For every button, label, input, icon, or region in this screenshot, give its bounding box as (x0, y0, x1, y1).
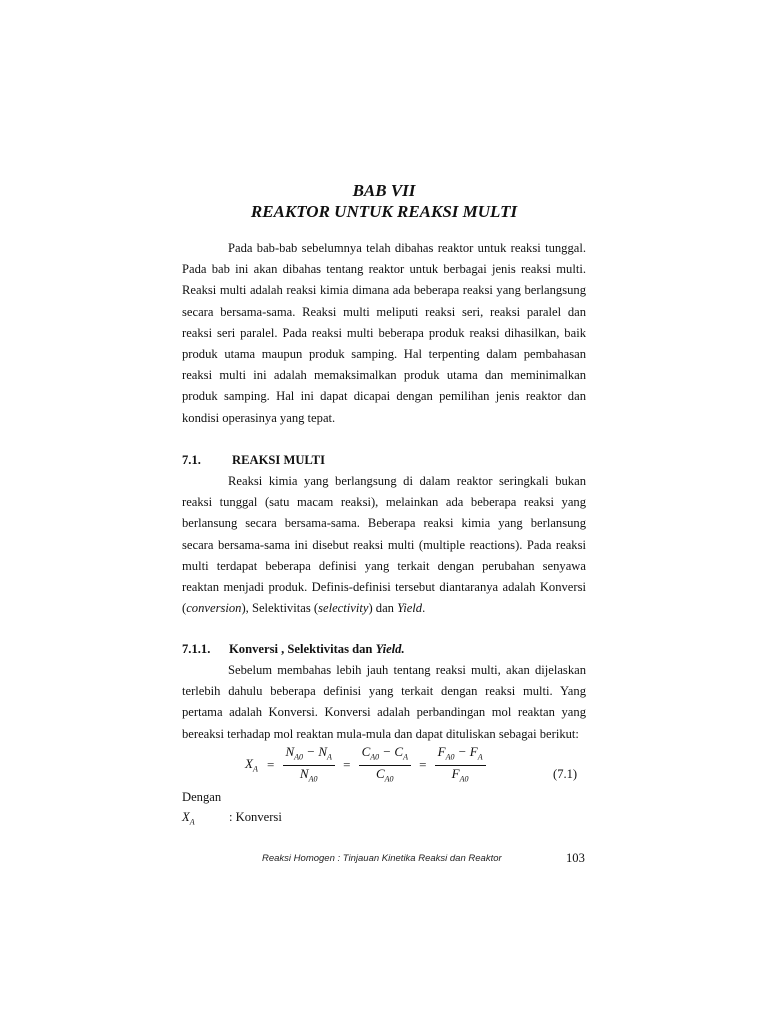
equation-7-1 (242, 744, 586, 786)
eq-equals: = (419, 757, 427, 773)
intro-text: Pada bab-bab sebelumnya telah dibahas reaktor untuk reaksi tunggal. Pada bab ini akan dibahas tentang reaktor untuk berbagai jenis reaksi multi. Reaksi multi adalah reaksi kimia dimana ada beberapa reaksi yang berlangsung secara bersama-sama. Reaksi multi meliputi reaksi seri, reaksi paralel dan reaksi seri paralel. Pada reaksi multi beberapa produk reaksi dihasilkan, baik produk utama maupun produk samping. Hal terpenting dalam pembahasan reaksi multi ini adalah memaksimalkan produk utama dan meminimalkan produk samping. Hal ini dapat dicapai dengan pemilihan jenis reaktor dan kondisi operasinya yang tepat. (182, 241, 586, 425)
eq-equals: = (267, 757, 275, 773)
term-conversion: conversion (186, 601, 242, 616)
body-text: Sebelum membahas lebih jauh tentang reaksi multi, akan dijelaskan terlebih dahulu beberapa definisi yang terkait dengan reaksi multi. Yang pertama adalah Konversi. Konversi adalah perbandingan mol reaktan yang bereaksi terhadap mol reaktan mula-mula dan dapat dituliskan sebagai berikut: (182, 663, 586, 741)
definitions-intro: Dengan (182, 790, 222, 804)
body-text: Reaksi kimia yang berlangsung di dalam reaktor seringkali bukan reaksi tunggal (satu macam reaksi), melainkan ada beberapa reaksi yang berlansung secara bersama-sama. Beberapa reaksi kimia yang berlansung secara bersama-sama ini disebut reaksi multi (multiple reactions). Pada reaksi multi terdapat beberapa definisi yang terkait dengan perubahan senyawa reaktan menjadi produk. Definis-definisi tersebut diantaranya adalah Konversi ( (182, 474, 586, 616)
section-title-italic: Yield. (375, 642, 405, 656)
eq-fraction-c: $\frac{C_{A0} - C_A}{C_{A0}}$ (359, 744, 411, 786)
body-text: ) dan (368, 601, 398, 616)
equation-number: (7.1) (553, 767, 578, 781)
definition-row (182, 810, 282, 827)
chapter-title: REAKTOR UNTUK REAKSI MULTI (250, 202, 518, 221)
section-7-1-1-paragraph (182, 660, 586, 745)
eq-lhs: $X_A$ (245, 756, 258, 774)
section-number: 7.1.1. (182, 642, 211, 656)
intro-paragraph (182, 238, 586, 429)
body-text: . (422, 601, 426, 616)
section-number: 7.1. (182, 453, 201, 467)
page-number: 103 (566, 851, 585, 865)
section-title: Konversi , Selektivitas dan (229, 642, 376, 656)
section-7-1-paragraph (182, 471, 586, 619)
term-yield: Yield (397, 601, 423, 616)
definition-symbol: $X_A$ (182, 810, 195, 827)
section-heading-7-1 (182, 452, 325, 468)
eq-equals: = (343, 757, 351, 773)
footer-book-title: Reaksi Homogen : Tinjauan Kinetika Reaksi dan Reaktor (262, 853, 502, 864)
body-text: ), Selektivitas ( (241, 601, 319, 616)
eq-fraction-n: $\frac{N_{A0} - N_A}{N_{A0}}$ (283, 744, 335, 786)
eq-fraction-f: $\frac{F_{A0} - F_A}{F_{A0}}$ (435, 744, 486, 786)
term-selectivity: selectivity (318, 601, 369, 616)
section-title: REAKSI MULTI (232, 453, 325, 467)
definition-desc: : Konversi (229, 810, 282, 824)
chapter-number: BAB VII (352, 181, 416, 200)
section-heading-7-1-1 (182, 641, 405, 657)
